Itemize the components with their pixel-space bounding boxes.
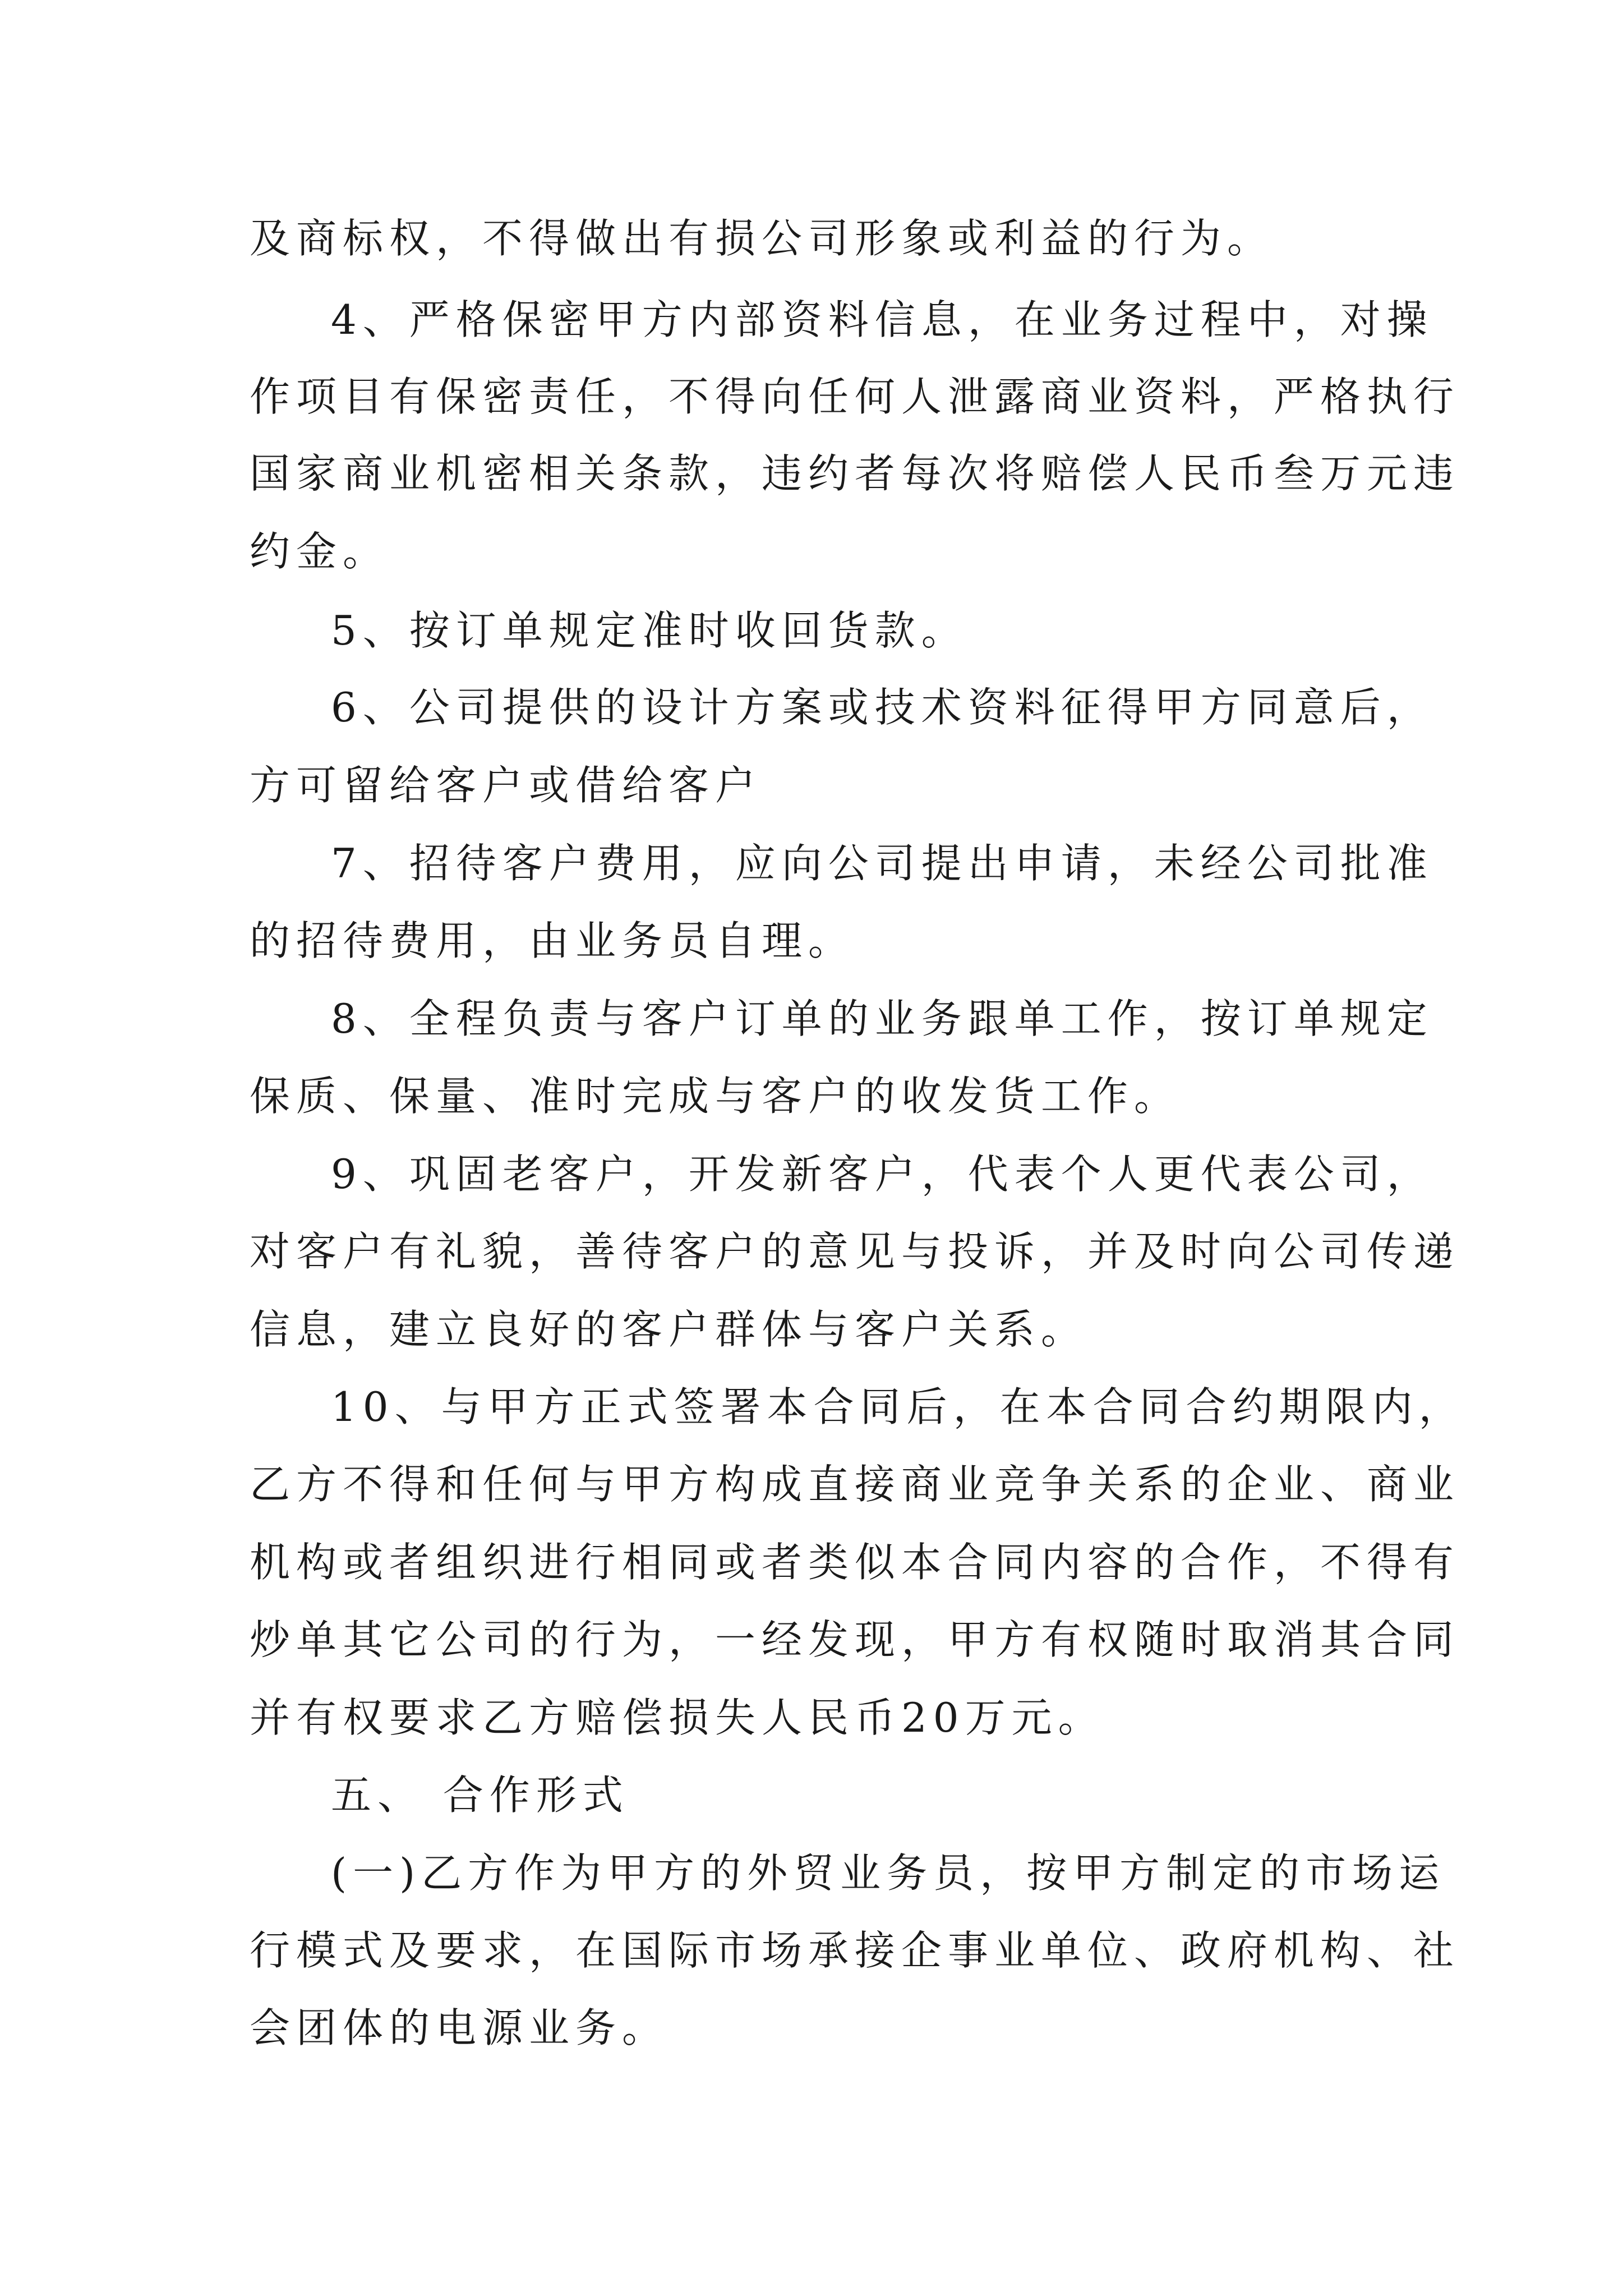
text-line: 10、与甲方正式签署本合同后，在本合同合约期限内， [331, 1383, 1465, 1430]
text-line: 约金。 [250, 528, 390, 575]
text-line: 及商标权，不得做出有损公司形象或利益的行为。 [250, 215, 1274, 262]
text-line: 4、严格保密甲方内部资料信息，在业务过程中，对操 [331, 296, 1433, 343]
text-line: 并有权要求乙方赔偿损失人民币20万元。 [250, 1694, 1105, 1741]
text-line: 5、按订单规定准时收回货款。 [331, 607, 968, 654]
text-line: 9、巩固老客户，开发新客户，代表个人更代表公司， [331, 1151, 1433, 1198]
section-heading: 五、 合作形式 [331, 1772, 629, 1819]
text-line: 7、招待客户费用，应向公司提出申请，未经公司批准 [331, 840, 1433, 887]
text-line: 方可留给客户或借给客户 [250, 762, 762, 809]
text-line: 作项目有保密责任，不得向任何人泄露商业资料，严格执行 [250, 373, 1460, 420]
text-line: 的招待费用，由业务员自理。 [250, 917, 855, 964]
text-line: 行模式及要求，在国际市场承接企事业单位、政府机构、社 [250, 1927, 1460, 1974]
text-line: 8、全程负责与客户订单的业务跟单工作，按订单规定 [331, 995, 1433, 1042]
text-line: 对客户有礼貌，善待客户的意见与投诉，并及时向公司传递 [250, 1228, 1460, 1275]
text-line: 国家商业机密相关条款，违约者每次将赔偿人民币叁万元违 [250, 450, 1460, 497]
text-line: 6、公司提供的设计方案或技术资料征得甲方同意后， [331, 684, 1433, 731]
text-line: 炒单其它公司的行为，一经发现，甲方有权随时取消其合同 [250, 1616, 1460, 1663]
text-line: 保质、保量、准时完成与客户的收发货工作。 [250, 1073, 1181, 1120]
text-line: 乙方不得和任何与甲方构成直接商业竞争关系的企业、商业 [250, 1461, 1460, 1508]
text-line: 机构或者组织进行相同或者类似本合同内容的合作，不得有 [250, 1539, 1460, 1586]
text-line: 信息，建立良好的客户群体与客户关系。 [250, 1306, 1088, 1353]
text-line: 会团体的电源业务。 [250, 2004, 669, 2051]
text-line: (一)乙方作为甲方的外贸业务员，按甲方制定的市场运 [331, 1849, 1446, 1897]
